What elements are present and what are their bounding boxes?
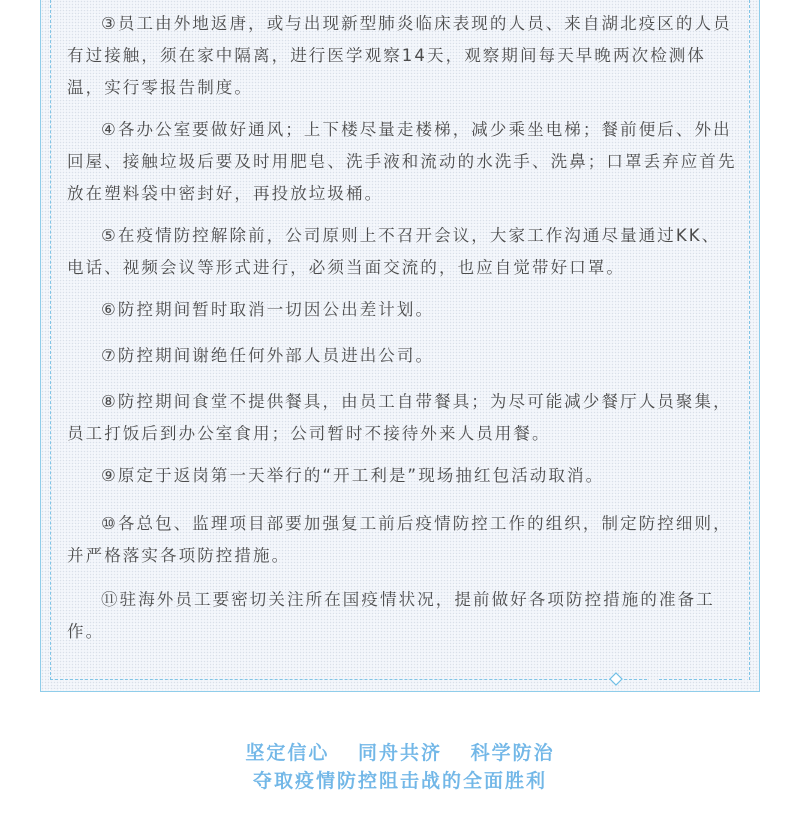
rule-paragraph: ⑦防控期间谢绝任何外部人员进出公司。 bbox=[101, 346, 435, 365]
diamond-icon bbox=[609, 672, 623, 686]
dashed-bottom-border bbox=[50, 679, 647, 680]
dashed-bottom-border-right bbox=[659, 679, 742, 680]
notice-card bbox=[40, 0, 760, 692]
rule-paragraph: ⑧防控期间食堂不提供餐具，由员工自带餐具；为尽可能减少餐厅人员聚集，员工打饭后到办公室食用；公司暂时不接待外来人员用餐。 bbox=[67, 392, 732, 443]
rule-paragraph: ⑤在疫情防控解除前，公司原则上不召开会议，大家工作沟通尽量通过KK、电话、视频会议等形式进行，必须当面交流的，也应自觉带好口罩。 bbox=[67, 226, 721, 277]
slogan-phrase: 坚定信心 bbox=[245, 742, 330, 764]
rule-paragraph: ④各办公室要做好通风；上下楼尽量走楼梯，减少乘坐电梯；餐前便后、外出回屋、接触垃圾后要及时用肥皂、洗手液和流动的水洗手、洗鼻；口罩丢弃应首先放在塑料袋中密封好，再投放垃圾桶。 bbox=[67, 120, 737, 203]
rule-paragraph: ③员工由外地返唐，或与出现新型肺炎临床表现的人员、来自湖北疫区的人员有过接触，须在家中隔离，进行医学观察14天，观察期间每天早晚两次检测体温，实行零报告制度。 bbox=[67, 14, 732, 97]
slogan-line-1 bbox=[0, 738, 800, 765]
rule-paragraph: ⑩各总包、监理项目部要加强复工前后疫情防控工作的组织，制定防控细则，并严格落实各项防控措施。 bbox=[67, 514, 732, 565]
rule-paragraph: ⑥防控期间暂时取消一切因公出差计划。 bbox=[101, 300, 435, 319]
slogan-line-2: 夺取疫情防控阻击战的全面胜利 bbox=[252, 770, 547, 792]
rule-paragraph: ⑨原定于返岗第一天举行的“开工利是”现场抽红包活动取消。 bbox=[101, 466, 605, 485]
slogan-phrase: 同舟共济 bbox=[357, 742, 442, 764]
rule-paragraph: ⑪驻海外员工要密切关注所在国疫情状况，提前做好各项防控措施的准备工作。 bbox=[67, 590, 715, 641]
slogan-phrase: 科学防治 bbox=[470, 742, 555, 764]
